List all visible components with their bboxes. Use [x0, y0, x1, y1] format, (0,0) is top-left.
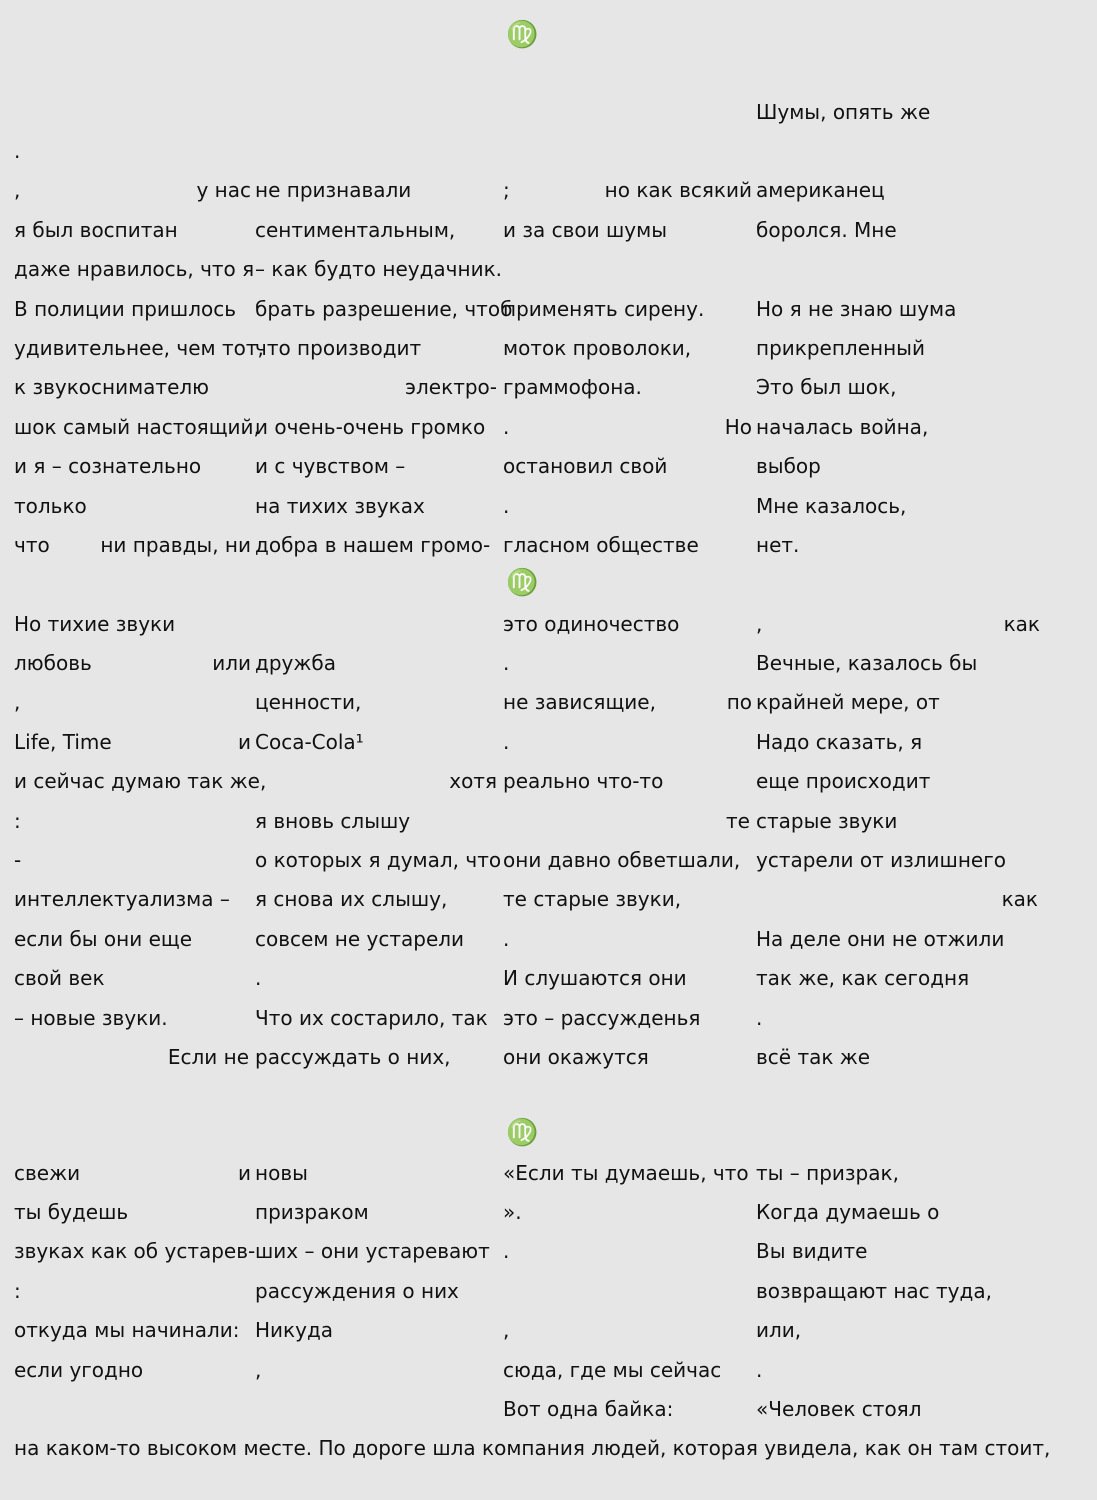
column-3-cell — [503, 178, 756, 202]
cell-text-start: не зависящие, — [503, 690, 656, 715]
column-1-cell: я был воспитан — [14, 217, 178, 242]
column-4-cell: так же, как сегодня — [756, 966, 970, 991]
column-2-cell: о которых я думал, что — [255, 848, 502, 873]
column-2-cell: ценности, — [255, 690, 362, 715]
column-4-cell: возвращают нас туда, — [756, 1278, 992, 1303]
text-row — [14, 1271, 1044, 1310]
column-4-cell: как — [1001, 887, 1038, 912]
text-row — [14, 604, 1044, 643]
column-1-cell: удивительнее, чем тот, — [14, 336, 264, 361]
column-1-cell: откуда мы начинали: — [14, 1318, 240, 1343]
column-1-cell: - — [14, 848, 22, 873]
column-4-cell: «Человек стоял — [756, 1397, 922, 1422]
column-2-cell: Что их состарило, так — [255, 1005, 488, 1030]
text-row — [14, 447, 1044, 486]
column-1-cell — [14, 178, 255, 202]
column-4-cell: прикрепленный — [756, 336, 925, 361]
column-2-cell: , — [255, 1357, 262, 1382]
cell-text-start: ; — [503, 178, 510, 203]
cell-text-end: как — [1003, 611, 1040, 636]
column-2-cell: дружба — [255, 651, 336, 676]
column-2-cell: добра в нашем громо- — [255, 532, 491, 557]
column-3-cell: . — [503, 729, 510, 754]
column-3-cell — [503, 690, 756, 714]
cell-text-end: по — [726, 690, 752, 715]
column-3-cell: , — [503, 1318, 510, 1343]
column-3-cell: Вот одна байка: — [503, 1397, 674, 1422]
cell-text-start: любовь — [14, 651, 92, 676]
text-row — [14, 407, 1044, 446]
text-row — [14, 1232, 1044, 1271]
column-3-cell: те — [726, 808, 750, 833]
column-3-cell: моток проволоки, — [503, 336, 692, 361]
cell-text-end: и — [238, 1160, 251, 1185]
text-row — [14, 722, 1044, 761]
column-4-cell: ты – призрак, — [756, 1160, 899, 1185]
column-1-cell: шок самый настоящий, — [14, 414, 260, 439]
column-2-cell: сентиментальным, — [255, 217, 456, 242]
column-1-cell: : — [14, 1278, 21, 1303]
cell-text-start: , — [756, 611, 763, 636]
column-1-cell — [14, 730, 255, 754]
column-3-cell: они давно обветшали, — [503, 848, 741, 873]
cell-text-start: Life, Time — [14, 729, 112, 754]
text-row — [14, 525, 1044, 564]
column-4-cell: Мне казалось, — [756, 493, 907, 518]
text-row — [14, 919, 1044, 958]
column-1-cell: если бы они еще — [14, 926, 193, 951]
column-3-cell: те старые звуки, — [503, 887, 682, 912]
column-1-cell — [14, 651, 255, 675]
column-2-cell: Никуда — [255, 1318, 334, 1343]
column-4-cell: старые звуки — [756, 808, 898, 833]
column-4-cell: американец — [756, 178, 885, 203]
closing-line: на каком-то высоком месте. По дороге шла компания людей, которая увидела, как он там стоит, — [14, 1436, 1051, 1460]
column-3-cell: граммофона. — [503, 375, 642, 400]
column-3-cell: . — [503, 1239, 510, 1264]
text-row — [14, 998, 1044, 1037]
column-1-cell: свой век — [14, 966, 105, 991]
text-row — [14, 171, 1044, 210]
column-2-cell: и с чувством – — [255, 454, 406, 479]
text-row — [14, 959, 1044, 998]
column-1-cell: звуках как об устарев- — [14, 1239, 256, 1264]
column-2-cell: новы — [255, 1160, 308, 1185]
column-3-cell: . — [503, 926, 510, 951]
column-4-cell: еще происходит — [756, 769, 931, 794]
cell-text-start: . — [503, 414, 510, 439]
column-2-cell: хотя — [449, 769, 497, 794]
column-3-cell: они окажутся — [503, 1044, 649, 1069]
column-4-cell: боролся. Мне — [756, 217, 897, 242]
column-3-cell — [503, 415, 756, 439]
cell-text-end: и — [238, 729, 251, 754]
column-4-cell: или, — [756, 1318, 802, 1343]
text-row — [14, 762, 1044, 801]
column-3-cell: «Если ты думаешь, что — [503, 1160, 749, 1185]
column-3-cell: . — [503, 651, 510, 676]
column-1-cell: ты будешь — [14, 1200, 129, 1225]
column-2-cell: призраком — [255, 1200, 369, 1225]
column-1-cell: , — [14, 690, 21, 715]
cell-text-end: у нас — [196, 178, 251, 203]
virgo-symbol: ♍ — [506, 20, 539, 50]
cell-text-end: или — [212, 651, 251, 676]
column-3-cell: . — [503, 493, 510, 518]
column-4-cell: Надо сказать, я — [756, 729, 923, 754]
column-2-cell: я вновь слышу — [255, 808, 411, 833]
column-4-cell: . — [756, 1357, 763, 1382]
column-2-cell: – как будто неудачник. — [255, 257, 503, 282]
column-2-cell: электро- — [405, 375, 497, 400]
column-1-cell: и я – сознательно — [14, 454, 202, 479]
virgo-symbol: ♍ — [506, 568, 539, 598]
cell-text-start: , — [14, 178, 21, 203]
column-1-cell: только — [14, 493, 87, 518]
text-row — [14, 250, 1044, 289]
cell-text-start: свежи — [14, 1160, 81, 1185]
column-3-cell: сюда, где мы сейчас — [503, 1357, 722, 1382]
column-1-cell: интеллектуализма – — [14, 887, 230, 912]
column-4-cell: выбор — [756, 454, 821, 479]
column-3-cell: это – рассужденья — [503, 1005, 701, 1030]
text-row — [14, 486, 1044, 525]
column-1-cell: и сейчас думаю так же, — [14, 769, 267, 794]
cell-text-start: что — [14, 532, 50, 557]
column-2-cell: не признавали — [255, 178, 412, 203]
column-1-cell: к звукоснимателю — [14, 375, 209, 400]
text-row — [14, 801, 1044, 840]
column-1-cell: В полиции пришлось — [14, 296, 237, 321]
column-3-cell: это одиночество — [503, 611, 680, 636]
column-4-cell: Вечные, казалось бы — [756, 651, 978, 676]
text-row — [14, 643, 1044, 682]
column-3-cell: и за свои шумы — [503, 217, 667, 242]
column-4-cell: Когда думаешь о — [756, 1200, 940, 1225]
column-4-cell: Шумы, опять же — [756, 99, 931, 124]
text-row — [14, 368, 1044, 407]
column-4-cell: На деле они не отжили — [756, 926, 1005, 951]
text-section-2 — [14, 604, 1044, 1077]
column-1-cell: . — [14, 139, 21, 164]
column-3-cell: реально что-то — [503, 769, 664, 794]
text-section-1 — [14, 92, 1044, 565]
column-4-cell: началась война, — [756, 414, 929, 439]
text-row — [14, 1037, 1044, 1076]
column-4-cell — [756, 612, 1044, 636]
column-1-cell: – новые звуки. — [14, 1005, 168, 1030]
column-2-cell: ших – они устаревают — [255, 1239, 490, 1264]
text-row — [14, 289, 1044, 328]
text-row — [14, 1192, 1044, 1231]
text-row — [14, 328, 1044, 367]
text-row — [14, 131, 1044, 170]
column-3-cell: ». — [503, 1200, 522, 1225]
column-1-cell — [14, 1161, 255, 1185]
column-3-cell: И слушаются они — [503, 966, 687, 991]
column-4-cell: крайней мере, от — [756, 690, 940, 715]
column-3-cell: гласном обществе — [503, 532, 699, 557]
column-2-cell: и очень-очень громко — [255, 414, 486, 439]
column-4-cell: Это был шок, — [756, 375, 897, 400]
column-1-cell: Но тихие звуки — [14, 611, 176, 636]
column-2-cell: что производит — [255, 336, 422, 361]
text-row — [14, 1153, 1044, 1192]
column-2-cell: Coca-Cola¹ — [255, 729, 364, 754]
column-2-cell: совсем не устарели — [255, 926, 465, 951]
text-section-3 — [14, 1153, 1044, 1429]
column-4-cell: устарели от излишнего — [756, 848, 1006, 873]
column-3-cell: применять сирену. — [503, 296, 705, 321]
text-row — [14, 210, 1044, 249]
column-2-cell: на тихих звуках — [255, 493, 425, 518]
column-1-cell: если угодно — [14, 1357, 144, 1382]
text-row — [14, 1350, 1044, 1389]
column-2-cell: брать разрешение, чтоб — [255, 296, 513, 321]
text-row — [14, 840, 1044, 879]
column-1-cell: даже нравилось, что я — [14, 257, 255, 282]
text-row — [14, 1311, 1044, 1350]
text-row — [14, 880, 1044, 919]
column-2-cell: рассуждения о них — [255, 1278, 459, 1303]
cell-text-end: Но — [724, 414, 752, 439]
column-2-cell: рассуждать о них, — [255, 1044, 451, 1069]
column-2-cell: . — [255, 966, 262, 991]
cell-text-end: но как всякий — [604, 178, 752, 203]
column-4-cell: . — [756, 1005, 763, 1030]
column-1-cell — [14, 533, 255, 557]
text-row — [14, 92, 1044, 131]
column-1-cell: : — [14, 808, 21, 833]
column-1-cell: Если не — [167, 1044, 249, 1069]
column-4-cell: всё так же — [756, 1044, 871, 1069]
column-3-cell: остановил свой — [503, 454, 668, 479]
cell-text-end: ни правды, ни — [100, 532, 251, 557]
column-4-cell: нет. — [756, 532, 800, 557]
column-4-cell: Вы видите — [756, 1239, 868, 1264]
text-row — [14, 1389, 1044, 1428]
column-4-cell: Но я не знаю шума — [756, 296, 957, 321]
text-row — [14, 683, 1044, 722]
virgo-symbol: ♍ — [506, 1118, 539, 1148]
column-2-cell: я снова их слышу, — [255, 887, 448, 912]
